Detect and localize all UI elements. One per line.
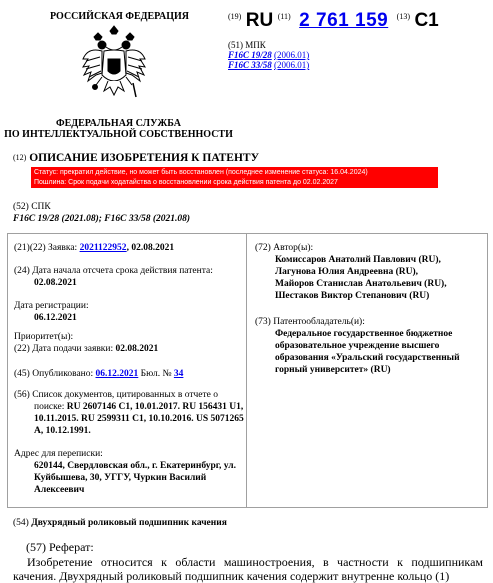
bulletin-number-link[interactable]: 34 — [173, 369, 184, 379]
registration-field: Дата регистрации: 06.12.2021 — [14, 301, 89, 323]
abstract-label: (57) Реферат: — [26, 540, 94, 554]
spk-classes: F16C 19/28 (2021.08); F16C 33/58 (2021.08) — [13, 214, 191, 224]
spk-code: (52) — [13, 202, 29, 212]
author-item: Шестаков Виктор Степанович (RU) — [275, 291, 430, 301]
mpk-block — [228, 40, 309, 70]
author-item: Комиссаров Анатолий Павлович (RU), — [275, 255, 441, 265]
title-text: ОПИСАНИЕ ИЗОБРЕТЕНИЯ К ПАТЕНТУ — [29, 152, 260, 164]
number-code-label: (11) — [277, 12, 291, 21]
patent-holder-field: (73) Патентообладатель(и): Федеральное государственное бюджетное образовательное учреждение высшего образования «Уральский государственный горный университет» (RU) — [255, 317, 460, 375]
application-field: (21)(22) Заявка: 2021122952, 02.08.2021 — [14, 243, 175, 253]
status-banner — [31, 167, 438, 188]
country-code-label: (19) — [228, 12, 242, 21]
spk-label: СПК — [31, 202, 51, 212]
publication-date-link[interactable]: 06.12.2021 — [95, 369, 139, 379]
mpk-code: (51) — [228, 40, 243, 50]
column-divider — [246, 234, 247, 507]
abstract-text: Изобретение относится к области машиностроения, в частности к подшипникам качения. Двухрядный роликовый подшипник качения содержит внутренне кольцо (1) — [13, 555, 483, 583]
coat-of-arms-emblem — [80, 25, 148, 111]
priority-field: Приоритет(ы): (22) Дата подачи заявки: 02.08.2021 — [14, 332, 159, 354]
mpk-version-link[interactable]: (2006.01) — [274, 50, 310, 60]
kind-code: C1 — [414, 10, 439, 31]
bibliographic-table — [7, 233, 488, 508]
published-field: (45) Опубликовано: 06.12.2021 Бюл. № 34 — [14, 369, 184, 379]
term-start-field: (24) Дата начала отсчета срока действия патента: 02.08.2021 — [14, 266, 213, 288]
authors-field: (72) Автор(ы): Комиссаров Анатолий Павлович (RU), Лагунова Юлия Андреевна (RU), Майоров Станислав Анатольевич (RU), Шестаков Виктор Степанович (RU) — [255, 242, 483, 302]
mpk-item — [228, 50, 309, 60]
correspondence-address-field: Адрес для переписки: 620144, Свердловская обл., г. Екатеринбург, ул. Куйбышева, 30, УГГУ, Чуркин Василий Алексеевич — [14, 449, 236, 495]
country-name: РОССИЙСКАЯ ФЕДЕРАЦИЯ — [50, 11, 190, 22]
cited-documents-field: (56) Список документов, цитированных в отчете о поиске: RU 2607146 C1, 10.01.2017. RU 156431 U1, 10.11.2015. RU 2599311 C1, 10.10.2016. US 5071265 A, 10.12.1991. — [14, 390, 244, 436]
application-number-link[interactable]: 2021122952 — [79, 243, 127, 253]
agency-name — [0, 118, 237, 140]
status-line: Статус: прекратил действие, но может быть восстановлен (последнее изменение статуса: 16.04.2024) — [34, 169, 368, 176]
mpk-class-link[interactable]: F16C 19/28 — [228, 50, 272, 60]
author-item: Лагунова Юлия Андреевна (RU), — [275, 267, 419, 277]
agency-line-2: ПО ИНТЕЛЛЕКТУАЛЬНОЙ СОБСТВЕННОСТИ — [4, 129, 233, 140]
mpk-item — [228, 60, 309, 70]
patent-number-block — [228, 10, 439, 32]
title-code: (12) — [13, 153, 27, 162]
fee-line: Пошлина: Срок подачи ходатайства о восстановлении срока действия патента до 02.02.2027 — [34, 179, 338, 186]
author-item: Майоров Станислав Анатольевич (RU), — [275, 279, 447, 289]
mpk-label: МПК — [245, 40, 266, 50]
invention-name: (54) Двухрядный роликовый подшипник качения — [13, 518, 227, 528]
document-title — [13, 152, 259, 164]
country-code: RU — [245, 10, 274, 31]
agency-line-1: ФЕДЕРАЛЬНАЯ СЛУЖБА — [56, 118, 181, 129]
mpk-version-link[interactable]: (2006.01) — [274, 60, 310, 70]
spk-block — [13, 201, 190, 225]
patent-number-link[interactable]: 2 761 159 — [299, 10, 389, 31]
kind-code-label: (13) — [396, 12, 410, 21]
mpk-class-link[interactable]: F16C 33/58 — [228, 60, 272, 70]
